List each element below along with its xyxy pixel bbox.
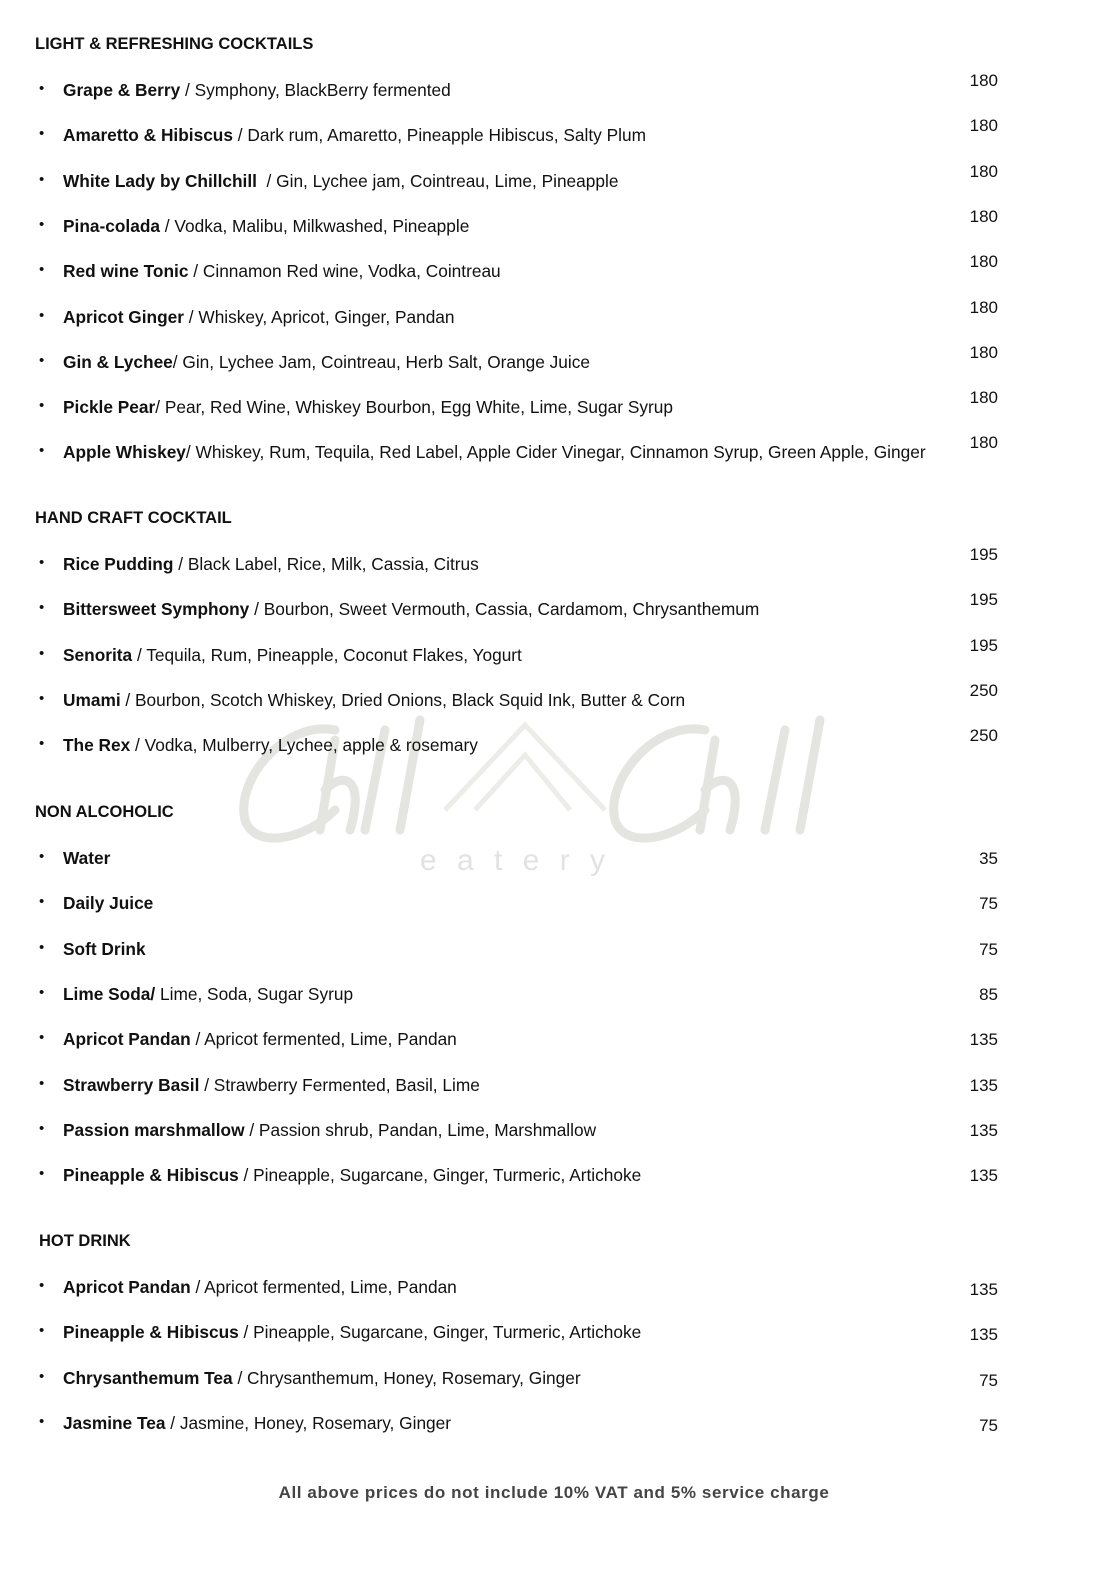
menu-item bbox=[0, 939, 1120, 969]
menu-item-name: Pineapple & Hibiscus bbox=[63, 1165, 239, 1186]
menu-item-text bbox=[63, 1322, 641, 1343]
bullet-icon: • bbox=[39, 215, 45, 233]
bullet-icon: • bbox=[39, 938, 45, 956]
menu-item-price: 180 bbox=[969, 297, 998, 317]
bullet-icon: • bbox=[39, 599, 45, 617]
menu-item-description: / Apricot fermented, Lime, Pandan bbox=[190, 1277, 457, 1297]
bullet-icon: • bbox=[39, 1119, 45, 1137]
menu-item-description: / Gin, Lychee jam, Cointreau, Lime, Pineapple bbox=[256, 170, 619, 191]
menu-item-price: 75 bbox=[979, 894, 998, 914]
menu-item-description: / Tequila, Rum, Pineapple, Coconut Flakes, Yogurt bbox=[132, 644, 522, 665]
menu-item-description: / Chrysanthemum, Honey, Rosemary, Ginger bbox=[232, 1367, 581, 1388]
menu-item bbox=[0, 116, 1120, 155]
bullet-icon: • bbox=[39, 1277, 45, 1294]
menu-item-text bbox=[63, 171, 618, 192]
menu-item bbox=[0, 590, 1120, 629]
menu-item-name: Apricot Pandan bbox=[63, 1277, 191, 1297]
menu-item-name: Strawberry Basil bbox=[63, 1074, 200, 1095]
menu-item-name: Water bbox=[63, 848, 111, 868]
bullet-icon: • bbox=[39, 1367, 45, 1385]
menu-item-name: Apricot Pandan bbox=[63, 1029, 191, 1050]
menu-item-description: / Apricot fermented, Lime, Pandan bbox=[190, 1029, 457, 1050]
bullet-icon: • bbox=[39, 893, 45, 911]
menu-item-description: / Passion shrub, Pandan, Lime, Marshmallow bbox=[244, 1119, 597, 1140]
menu-item-price: 180 bbox=[969, 342, 998, 362]
menu-item-text bbox=[63, 1413, 451, 1434]
menu-item-name: The Rex bbox=[63, 735, 131, 756]
menu-item-price: 195 bbox=[969, 545, 998, 564]
menu-item-description: / Symphony, BlackBerry fermented bbox=[180, 80, 451, 100]
menu-item bbox=[0, 893, 1120, 923]
menu-item-description: / Pineapple, Sugarcane, Ginger, Turmeric, Artichoke bbox=[238, 1322, 642, 1343]
menu-item-price: 135 bbox=[969, 1166, 998, 1186]
menu-item-name: Pineapple & Hibiscus bbox=[63, 1322, 239, 1343]
menu-item-price: 180 bbox=[969, 161, 998, 181]
menu-item-text bbox=[63, 1165, 641, 1186]
bullet-icon: • bbox=[39, 261, 45, 279]
menu-item-name: Passion marshmallow bbox=[63, 1119, 245, 1140]
menu-item bbox=[0, 388, 1120, 427]
menu-item-name: White Lady by Chillchill bbox=[63, 170, 257, 191]
bullet-icon: • bbox=[39, 351, 45, 369]
menu-item-price: 180 bbox=[969, 252, 998, 272]
menu-item-price: 85 bbox=[979, 984, 998, 1004]
menu-item-price: 195 bbox=[969, 635, 998, 655]
menu-item-text bbox=[63, 735, 478, 756]
menu-item bbox=[0, 161, 1120, 201]
menu-item-price: 135 bbox=[969, 1120, 998, 1140]
bullet-icon: • bbox=[39, 1165, 45, 1183]
menu-item bbox=[0, 680, 1120, 720]
menu-item-text bbox=[63, 1368, 581, 1389]
menu-item-text bbox=[63, 216, 469, 237]
menu-item-name: Bittersweet Symphony bbox=[63, 599, 250, 620]
menu-item-text bbox=[63, 307, 455, 328]
menu-item-price: 180 bbox=[969, 433, 998, 453]
bullet-icon: • bbox=[39, 306, 45, 324]
menu-item-price: 75 bbox=[979, 1370, 998, 1390]
bullet-icon: • bbox=[39, 1412, 45, 1430]
menu-item-name: Umami bbox=[63, 689, 121, 710]
menu-item-name: Grape & Berry bbox=[63, 80, 181, 100]
menu-item bbox=[0, 1322, 1120, 1352]
menu-item-price: 75 bbox=[979, 939, 998, 959]
menu-item-name: Pina-colada bbox=[63, 215, 160, 236]
menu-item-description: / Pear, Red Wine, Whiskey Bourbon, Egg White, Lime, Sugar Syrup bbox=[155, 397, 673, 418]
menu-item-name: Soft Drink bbox=[63, 938, 146, 959]
menu-item-name: Pickle Pear bbox=[63, 397, 156, 418]
menu-item-description: / Whiskey, Rum, Tequila, Red Label, Apple Cider Vinegar, Cinnamon Syrup, Green Apple, Ginger bbox=[185, 442, 926, 463]
menu-item-text bbox=[63, 80, 451, 101]
menu-item bbox=[0, 71, 1120, 110]
menu-item bbox=[0, 1368, 1120, 1398]
menu-item-price: 250 bbox=[969, 726, 998, 746]
menu-item-name: Lime Soda/ bbox=[63, 983, 156, 1004]
menu-item bbox=[0, 545, 1120, 584]
bullet-icon: • bbox=[39, 1029, 45, 1047]
svg-text:e a t e r y: e a t e r y bbox=[420, 844, 612, 877]
menu-item-description: Lime, Soda, Sugar Syrup bbox=[155, 983, 354, 1004]
menu-item-name: Senorita bbox=[63, 644, 133, 665]
menu-item-name: Amaretto & Hibiscus bbox=[63, 125, 233, 146]
menu-item-text bbox=[63, 893, 153, 914]
bullet-icon: • bbox=[39, 689, 45, 707]
menu-item-description: / Vodka, Malibu, Milkwashed, Pineapple bbox=[160, 215, 470, 236]
menu-item bbox=[0, 433, 1120, 472]
menu-item-text bbox=[63, 939, 146, 960]
bullet-icon: • bbox=[39, 735, 45, 753]
menu-item-description: / Whiskey, Apricot, Ginger, Pandan bbox=[183, 306, 455, 327]
menu-item-text bbox=[63, 397, 673, 418]
section-heading: HAND CRAFT COCKTAIL bbox=[35, 509, 232, 527]
menu-item-name: Gin & Lychee bbox=[63, 351, 173, 372]
menu-item-text bbox=[63, 599, 759, 620]
section-heading: LIGHT & REFRESHING COCKTAILS bbox=[35, 35, 314, 53]
menu-item bbox=[0, 1029, 1120, 1059]
menu-item-description: / Black Label, Rice, Milk, Cassia, Citrus bbox=[173, 554, 479, 574]
menu-item bbox=[0, 252, 1120, 291]
menu-item bbox=[0, 1075, 1120, 1105]
menu-item-price: 180 bbox=[969, 388, 998, 408]
section-heading: HOT DRINK bbox=[39, 1232, 131, 1250]
menu-item-price: 135 bbox=[969, 1030, 998, 1050]
menu-item-text bbox=[63, 352, 590, 373]
menu-item bbox=[0, 206, 1120, 246]
menu-item bbox=[0, 984, 1120, 1014]
bullet-icon: • bbox=[39, 125, 45, 143]
menu-item bbox=[0, 297, 1120, 337]
menu-item-description: / Vodka, Mulberry, Lychee, apple & rosemary bbox=[130, 735, 478, 756]
menu-item bbox=[0, 342, 1120, 382]
menu-item-text bbox=[63, 645, 522, 666]
bullet-icon: • bbox=[39, 1074, 45, 1092]
menu-item-text bbox=[63, 848, 110, 869]
menu-item-description: / Strawberry Fermented, Basil, Lime bbox=[199, 1074, 480, 1095]
menu-item-price: 75 bbox=[979, 1415, 998, 1435]
bullet-icon: • bbox=[39, 554, 45, 571]
menu-item-price: 180 bbox=[969, 116, 998, 136]
menu-item-description: / Bourbon, Sweet Vermouth, Cassia, Cardamom, Chrysanthemum bbox=[249, 599, 760, 620]
menu-item-price: 250 bbox=[969, 680, 998, 700]
menu-item-text bbox=[63, 984, 353, 1005]
menu-item bbox=[0, 635, 1120, 675]
menu-item-text bbox=[63, 1075, 480, 1096]
menu-item-text bbox=[63, 1120, 596, 1141]
menu-item-description: / Cinnamon Red wine, Vodka, Cointreau bbox=[188, 261, 501, 282]
menu-item-price: 180 bbox=[969, 71, 998, 90]
menu-item-text bbox=[63, 261, 501, 282]
bullet-icon: • bbox=[39, 170, 45, 188]
bullet-icon: • bbox=[39, 397, 45, 415]
menu-item bbox=[0, 848, 1120, 878]
price-disclaimer: All above prices do not include 10% VAT and 5% service charge bbox=[278, 1483, 830, 1502]
menu-item-price: 180 bbox=[969, 206, 998, 226]
bullet-icon: • bbox=[39, 442, 45, 460]
menu-item-text bbox=[63, 1029, 457, 1050]
menu-item-price: 35 bbox=[979, 849, 998, 868]
bullet-icon: • bbox=[39, 80, 45, 97]
bullet-icon: • bbox=[39, 1322, 45, 1340]
menu-item-price: 135 bbox=[969, 1075, 998, 1095]
menu-item-name: Chrysanthemum Tea bbox=[63, 1367, 233, 1388]
menu-item-description: / Jasmine, Honey, Rosemary, Ginger bbox=[165, 1412, 452, 1433]
menu-item-text bbox=[63, 690, 685, 711]
menu-item-name: Apricot Ginger bbox=[63, 306, 184, 327]
menu-item-description: / Dark rum, Amaretto, Pineapple Hibiscus, Salty Plum bbox=[232, 125, 646, 146]
menu-item-text bbox=[63, 554, 479, 575]
menu-item bbox=[0, 1277, 1120, 1307]
menu-item-price: 195 bbox=[969, 590, 998, 610]
menu-item bbox=[0, 1120, 1120, 1150]
menu-item-name: Jasmine Tea bbox=[63, 1412, 166, 1433]
menu-item bbox=[0, 1413, 1120, 1443]
bullet-icon: • bbox=[39, 983, 45, 1001]
menu-item-description: / Bourbon, Scotch Whiskey, Dried Onions, Black Squid Ink, Butter & Corn bbox=[120, 689, 686, 710]
section-heading: NON ALCOHOLIC bbox=[35, 803, 174, 821]
menu-item-text bbox=[63, 442, 926, 463]
menu-item-text bbox=[63, 125, 646, 146]
menu-item-text bbox=[63, 1277, 457, 1298]
menu-item-name: Daily Juice bbox=[63, 893, 154, 914]
menu-item-price: 135 bbox=[969, 1325, 998, 1345]
menu-item-name: Apple Whiskey bbox=[63, 442, 186, 463]
bullet-icon: • bbox=[39, 848, 45, 865]
menu-item bbox=[0, 1165, 1120, 1195]
menu-item-name: Rice Pudding bbox=[63, 554, 174, 574]
menu-item-name: Red wine Tonic bbox=[63, 261, 189, 282]
menu-item bbox=[0, 726, 1120, 765]
bullet-icon: • bbox=[39, 644, 45, 662]
menu-item-price: 135 bbox=[969, 1280, 998, 1299]
menu-item-description: / Pineapple, Sugarcane, Ginger, Turmeric, Artichoke bbox=[238, 1165, 642, 1186]
menu-item-description: / Gin, Lychee Jam, Cointreau, Herb Salt, Orange Juice bbox=[172, 351, 590, 372]
